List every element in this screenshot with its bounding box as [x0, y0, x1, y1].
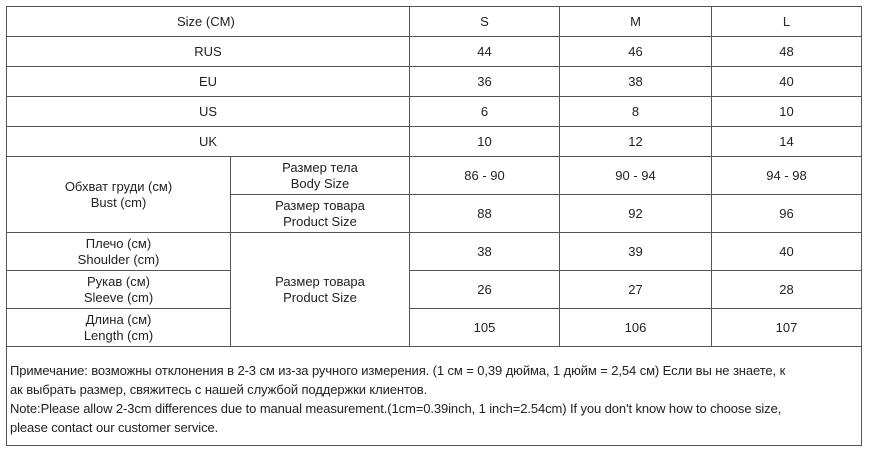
cell-bust-body-m: 90 - 94: [560, 157, 712, 195]
cell-bust-body-s: 86 - 90: [410, 157, 560, 195]
size-m-header: M: [560, 7, 712, 37]
table-row-rus: [7, 37, 862, 67]
table-row-us: [7, 97, 862, 127]
size-header-cell: Size (CM): [7, 7, 410, 37]
note-line-4: please contact our customer service.: [10, 420, 219, 435]
bust-label-ru: Обхват груди (см): [64, 178, 173, 194]
cell-length-m: 106: [560, 309, 712, 347]
cell-bust-product-m: 92: [560, 195, 712, 233]
cell-rus-s: 44: [410, 37, 560, 67]
cell-sleeve-l: 28: [712, 271, 862, 309]
cell-eu-s: 36: [410, 67, 560, 97]
shoulder-label-cell: [7, 233, 231, 271]
cell-eu-l: 40: [712, 67, 862, 97]
table-row-shoulder: [7, 233, 862, 271]
sleeve-label-en: Sleeve (cm): [83, 289, 154, 305]
note-cell: [7, 347, 862, 446]
cell-length-s: 105: [410, 309, 560, 347]
product-size-merged-ru: Размер товара: [275, 273, 365, 289]
note-line-2: ак выбрать размер, свяжитесь с нашей службой поддержки клиентов.: [10, 382, 428, 397]
cell-bust-product-l: 96: [712, 195, 862, 233]
table-row-uk: [7, 127, 862, 157]
cell-length-l: 107: [712, 309, 862, 347]
cell-uk-m: 12: [560, 127, 712, 157]
bust-label-en: Bust (cm): [90, 194, 147, 210]
table-row-bust-body: [7, 157, 862, 195]
cell-rus-l: 48: [712, 37, 862, 67]
row-label-us: US: [7, 97, 410, 127]
size-chart-table: [6, 6, 862, 446]
note-row: [7, 347, 862, 446]
table-row-eu: [7, 67, 862, 97]
cell-shoulder-s: 38: [410, 233, 560, 271]
cell-bust-body-l: 94 - 98: [712, 157, 862, 195]
sleeve-label-cell: [7, 271, 231, 309]
product-size-label-ru: Размер товара: [275, 197, 365, 213]
note-line-3: Note:Please allow 2-3cm differences due to manual measurement.(1cm=0.39inch, 1 inch=2.54cm) If you don't know how to choose size,: [10, 401, 782, 416]
size-l-header: L: [712, 7, 862, 37]
product-size-merged-en: Product Size: [283, 289, 357, 305]
body-size-label-ru: Размер тела: [282, 159, 358, 175]
cell-us-s: 6: [410, 97, 560, 127]
header-row: [7, 7, 862, 37]
table-row-sleeve: [7, 271, 862, 309]
cell-us-l: 10: [712, 97, 862, 127]
shoulder-label-en: Shoulder (cm): [77, 251, 160, 267]
row-label-eu: EU: [7, 67, 410, 97]
body-size-label-cell: [231, 157, 410, 195]
bust-label-cell: [7, 157, 231, 233]
cell-rus-m: 46: [560, 37, 712, 67]
cell-us-m: 8: [560, 97, 712, 127]
cell-sleeve-s: 26: [410, 271, 560, 309]
cell-sleeve-m: 27: [560, 271, 712, 309]
length-label-cell: [7, 309, 231, 347]
cell-bust-product-s: 88: [410, 195, 560, 233]
cell-eu-m: 38: [560, 67, 712, 97]
cell-shoulder-m: 39: [560, 233, 712, 271]
size-s-header: S: [410, 7, 560, 37]
length-label-en: Length (cm): [83, 327, 154, 343]
product-size-label-en: Product Size: [283, 213, 357, 229]
cell-shoulder-l: 40: [712, 233, 862, 271]
product-size-label-cell: [231, 195, 410, 233]
note-line-1: Примечание: возможны отклонения в 2-3 см из-за ручного измерения. (1 см = 0,39 дюйма, 1 дюйм = 2,54 см) Если вы не знаете, к: [10, 363, 786, 378]
shoulder-label-ru: Плечо (см): [85, 235, 152, 251]
row-label-uk: UK: [7, 127, 410, 157]
length-label-ru: Длина (см): [85, 311, 152, 327]
cell-uk-l: 14: [712, 127, 862, 157]
body-size-label-en: Body Size: [290, 175, 350, 191]
product-size-merged-cell: [231, 233, 410, 347]
table-row-length: [7, 309, 862, 347]
row-label-rus: RUS: [7, 37, 410, 67]
sleeve-label-ru: Рукав (см): [87, 273, 150, 289]
cell-uk-s: 10: [410, 127, 560, 157]
